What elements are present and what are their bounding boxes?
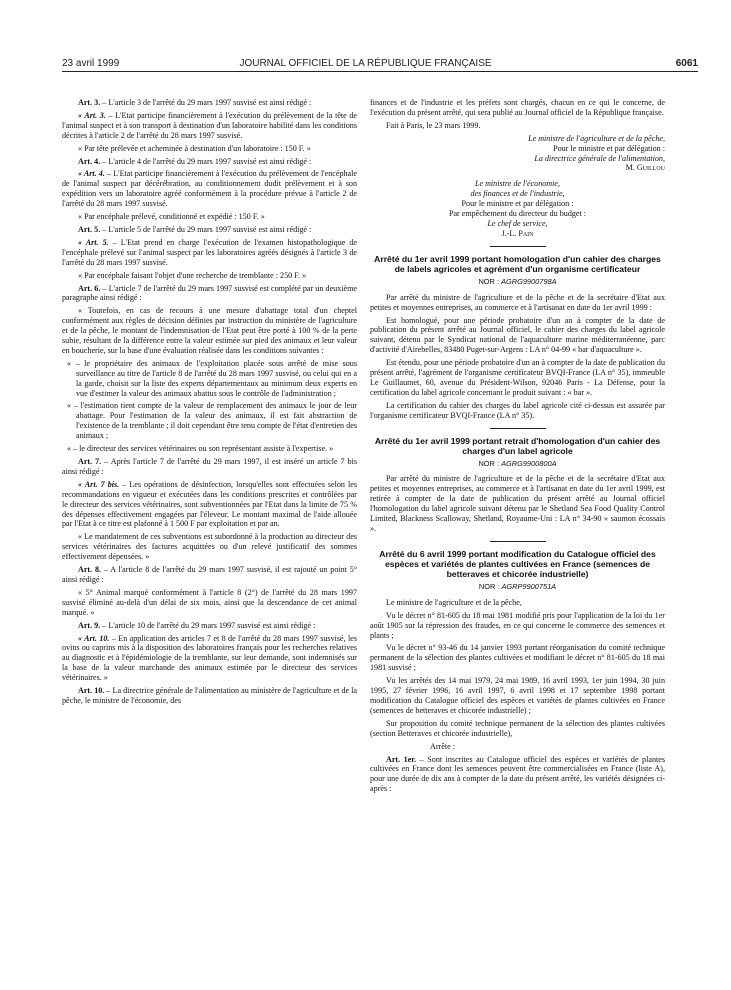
article-paragraph bbox=[62, 621, 357, 631]
nor-code: AGRP9900751A bbox=[501, 581, 557, 591]
article-paragraph bbox=[62, 98, 357, 108]
paragraph-text: – L'article 5 de l'arrêté du 29 mars 1997 susvisé est ainsi rédigé : bbox=[100, 224, 312, 234]
article-paragraph bbox=[62, 111, 357, 141]
nor-label: NOR : bbox=[478, 581, 500, 591]
header-page-number: 6061 bbox=[675, 58, 698, 69]
quoted-list-item bbox=[67, 401, 357, 441]
decree-section bbox=[370, 436, 665, 534]
paragraph-text: « – l'estimation tient compte de la valeur de remplacement des animaux le jour de leur abattage. Pour l'estimation de la valeur des animaux, il est fait abstraction de l'existence de la tremblante ; il doit cependant être tenu compte de l'état d'entretien des animaux ; bbox=[67, 401, 357, 441]
done-at-line: Fait à Paris, le 23 mars 1999. bbox=[386, 120, 481, 130]
paragraph-text: – En application des articles 7 et 8 de l'arrêté du 28 mars 1997 susvisé, les ovins ou caprins mis à la disposition des laboratoires français pour les recherches relatives au diagnostic et à l'épidémiologie de la tremblante, sur leur demande, sont indemnisés sur la base de la valeur marchande des animaux estimée par le directeur des services vétérinaires. » bbox=[62, 633, 358, 683]
body-paragraph bbox=[62, 271, 357, 281]
body-paragraph bbox=[62, 306, 357, 356]
article-number: « Art. 5. bbox=[78, 237, 109, 247]
article-number: Art. 3. bbox=[78, 98, 101, 107]
section-separator bbox=[490, 541, 546, 542]
paragraph-text: « Par tête prélevée et acheminée à destination d'un laboratoire : 150 F. » bbox=[78, 143, 311, 153]
body-paragraph bbox=[62, 144, 357, 154]
article-number: Art. 9. bbox=[78, 620, 101, 630]
article-paragraph bbox=[62, 284, 357, 304]
body-paragraph: Est homologué, pour une période probatoire d'un an à compter de la date de publication du présent arrêté au Journal officiel, le cahier des charges du label agricole suivant, détenu par le Syndicat national de l'aquaculture marine méditerranéenne, parc d'activité d'Airebelles, 83480 Puget-sur-Argens : LA n° 04-99 « bar d'aquaculture ». bbox=[370, 315, 665, 355]
signature-line: des finances et de l'industrie, bbox=[470, 189, 565, 199]
section-separator bbox=[490, 246, 546, 247]
signature-line: Pour le ministre et par délégation : bbox=[553, 143, 665, 153]
article-number: « Art. 7 bis. bbox=[78, 479, 120, 489]
signature-line: Par empêchement du directeur du budget : bbox=[448, 209, 587, 219]
body-paragraph: Vu les arrêtés des 14 mai 1979, 24 mai 1989, 16 avril 1993, 1er juin 1994, 30 juin 1995, 27 février 1996, 16 avril 1997, 6 avril 1998 et 17 septembre 1998 portant modification du Catalogue officiel des espèces et variétés de plantes cultivées en France (semences de betteraves et chicorée industrielle) ; bbox=[370, 676, 665, 715]
signature-block-economy bbox=[370, 179, 665, 238]
article-number: « Art. 3. bbox=[78, 110, 106, 120]
article-number: Art. 6. bbox=[78, 283, 101, 293]
header-journal-title: JOURNAL OFFICIEL DE LA RÉPUBLIQUE FRANÇAISE bbox=[239, 58, 492, 69]
paragraph-text: – L'Etat participe financièrement à l'exécution du prélèvement de la tête de l'animal suspect et à son transport à destination d'un laboratoire habilité dans les conditions décrites à l'article 2 de l'arrêté du 28 mars 1997 susvisé. bbox=[62, 110, 357, 140]
nor-reference bbox=[370, 277, 665, 287]
decree-section bbox=[370, 254, 665, 421]
article-number: « Art. 4. bbox=[78, 169, 105, 179]
paragraph-text: – L'Etat participe financièrement à l'exécution du prélèvement de l'encéphale de l'animal suspect par décérébration, au conditionnement dudit prélèvement et à son expédition vers un laboratoire agréé conformément à la procédure prévue à l'article 2 de l'arrêté du 28 mars 1997 susvisé. bbox=[62, 169, 357, 209]
decree-title: Arrêté du 1er avril 1999 portant homologation d'un cahier des charges de labels agricoles et agrément d'un organisme certificateur bbox=[374, 253, 661, 274]
article-paragraph bbox=[62, 565, 357, 585]
paragraph-text: – Les opérations de désinfection, lorsqu'elles sont effectuées selon les recommandations en vigueur et exécutées dans les conditions prescrites et contrôlées par le directeur des services vétérinaires, sont subventionnées par l'Etat dans la limite de 75 % des dépenses effectivement engagées par l'éleveur. Le montant maximal de l'aide allouée par l'Etat à ce titre est plafonné à 1 500 F par exploitation et par an. bbox=[62, 479, 357, 529]
signature-line: Pour le ministre et par délégation : bbox=[461, 199, 574, 209]
paragraph-text: – Après l'article 7 de l'arrêté du 29 mars 1997, il est inséré un article 7 bis ainsi rédigé : bbox=[62, 457, 357, 476]
article-paragraph bbox=[62, 238, 357, 268]
paragraph-text: « 5° Animal marqué conformément à l'article 8 (2°) de l'arrêté du 28 mars 1997 susvisé éliminé au-delà d'un délai de six mois, ainsi que la descendance de cet animal marqué. » bbox=[62, 587, 357, 617]
body-paragraph: Par arrêté du ministre de l'agriculture et de la pêche et de la secrétaire d'Etat aux petites et moyennes entreprises, au commerce et à l'artisanat en date du 1er avril 1999 : bbox=[370, 292, 665, 312]
decree-title: Arrêté du 1er avril 1999 portant retrait d'homologation d'un cahier des charges d'un label agricole bbox=[374, 435, 661, 456]
article-paragraph bbox=[62, 686, 357, 706]
paragraph-text: « Par encéphale prélevé, conditionné et expédié : 150 F. » bbox=[78, 212, 265, 222]
article-number: Art. 1er. bbox=[386, 754, 417, 764]
article-paragraph bbox=[62, 225, 357, 235]
body-paragraph bbox=[62, 532, 357, 562]
quoted-list-item bbox=[67, 444, 357, 454]
paragraph-text: « – le propriétaire des animaux de l'exploitation placée sous arrêté de mise sous surveillance au titre de l'article 8 de l'arrêté du 28 mars 1997 susvisé, ou celui qui en a la garde, choisit sur la liste des experts départementaux au minimum deux experts en vue d'estimer la valeur des animaux abattus sous le contrôle de l'administration ; bbox=[67, 358, 357, 398]
paragraph-text: – L'article 3 de l'arrêté du 29 mars 1997 susvisé est ainsi rédigé : bbox=[100, 98, 312, 107]
article-paragraph bbox=[62, 157, 357, 167]
body-paragraph: Est étendu, pour une période probatoire d'un an à compter de la date de publication du présent arrêté, l'agrément de l'organisme certificateur BVQI-France (LA n° 35), immeuble Le Guillaumet, 60, avenue du Président-Wilson, 92046 Paris - La Défense, pour la certification du label agricole concernant le produit suivant : « bar ». bbox=[370, 358, 665, 397]
nor-code: AGRG9900800A bbox=[501, 458, 557, 468]
article-paragraph bbox=[62, 457, 357, 477]
paragraph-text: – Sont inscrites au Catalogue officiel des espèces et variétés de plantes cultivées en France dont les semences peuvent être commercialisées en France (liste A), pour une durée de dix ans à compter de la date du présent arrêté, les variétés désignées ci-après : bbox=[370, 754, 665, 794]
signatory-name: J.-L. Pain bbox=[501, 228, 534, 238]
nor-label: NOR : bbox=[478, 276, 499, 286]
article-paragraph bbox=[62, 169, 357, 209]
header-rule bbox=[62, 71, 698, 72]
article-paragraph bbox=[62, 480, 357, 530]
article-paragraph bbox=[370, 755, 665, 795]
body-paragraph: Vu le décret n° 93-46 du 14 janvier 1993 portant réorganisation du comité technique permanent de la sélection des plantes cultivées et modifiant le décret n° 81-605 du 18 mai 1981 susvisé ; bbox=[370, 643, 665, 673]
section-separator bbox=[490, 428, 546, 429]
signature-line: Le ministre de l'agriculture et de la pêche, bbox=[528, 133, 665, 143]
page-header bbox=[0, 0, 731, 70]
article-number: « Art. 10. bbox=[78, 633, 110, 643]
paragraph-text: « Toutefois, en cas de recours à une mesure d'abattage total d'un cheptel conformément aux règles de décision définies par instruction du ministère de l'agriculture et de la pêche, le montant de l'indemnisation de l'Etat peut être porté à 100 % de la perte subie, résultant de la différence entre la valeur estimée sur pied des animaux et leur valeur en boucherie, sur la base d'une évaluation réalisée dans les conditions suivantes : bbox=[62, 306, 357, 355]
decree-enacting-word: Arrête : bbox=[430, 741, 455, 751]
nor-code: AGRG9900798A bbox=[501, 276, 557, 286]
article-number: Art. 7. bbox=[78, 457, 102, 466]
signature-line: Le chef de service, bbox=[487, 218, 548, 228]
article-paragraph bbox=[62, 634, 357, 684]
body-paragraph: Par arrêté du ministre de l'agriculture et de la pêche et de la secrétaire d'Etat aux petites et moyennes entreprises, au commerce et à l'artisanat en date du 1er avril 1999, est retirée à compter de la date de publication du présent arrêté au Journal officiel l'homologation du label agricole suivant détenu par le Shetland Sea Food Quality Control Limited, Blackness Scalloway, Shetland, Royaume-Uni : LA n° 34-90 « saumon écossais ». bbox=[370, 474, 665, 533]
paragraph-text: – L'article 7 de l'arrêté du 29 mars 1997 susvisé est complété par un deuxième paragraphe ainsi rédigé : bbox=[62, 283, 357, 303]
body-paragraph: La certification du cahier des charges du label agricole cité ci-dessus est assurée par l'organisme certificateur BVQI-France (LA n° 35). bbox=[370, 400, 665, 420]
article-number: Art. 5. bbox=[78, 224, 101, 234]
article-number: Art. 4. bbox=[78, 156, 101, 166]
quoted-list-item bbox=[67, 358, 357, 399]
decrees-list bbox=[370, 254, 665, 794]
article-number: Art. 8. bbox=[78, 565, 102, 575]
nor-reference bbox=[370, 582, 665, 592]
header-date: 23 avril 1999 bbox=[62, 58, 120, 69]
paragraph-text: « Le mandatement de ces subventions est subordonné à la production au directeur des services vétérinaires des factures acquittées ou d'un relevé justificatif des sommes effectivement dépensées. » bbox=[62, 532, 357, 562]
decree-title: Arrêté du 6 avril 1999 portant modification du Catalogue officiel des espèces et variétés de plantes cultivées en France (semences de betteraves et chicorée industrielle) bbox=[379, 548, 656, 579]
nor-label: NOR : bbox=[478, 458, 499, 468]
closing-paragraph: finances et de l'industrie et les préfets sont chargés, chacun en ce qui le concerne, de l'exécution du présent arrêté, qui sera publié au Journal officiel de la République française. bbox=[370, 98, 665, 117]
body-paragraph bbox=[62, 212, 357, 222]
paragraph-text: « – le directeur des services vétérinaires ou son représentant assiste à l'expertise. » bbox=[67, 444, 334, 454]
signature-block-agriculture bbox=[370, 134, 665, 174]
body-paragraph: Vu le décret n° 81-605 du 18 mai 1981 modifié pris pour l'application de la loi du 1er août 1905 sur la répression des fraudes, en ce qui concerne le commerce des semences et plants ; bbox=[370, 610, 665, 640]
nor-reference bbox=[370, 459, 665, 469]
body-paragraph: Sur proposition du comité technique permanent de la sélection des plantes cultivées (section Betteraves et chicorée industrielle), bbox=[370, 718, 665, 738]
body-paragraph: Le ministre de l'agriculture et de la pêche, bbox=[386, 597, 522, 607]
right-column bbox=[370, 98, 665, 797]
article-number: Art. 10. bbox=[78, 686, 105, 696]
paragraph-text: – A l'article 8 de l'arrêté du 29 mars 1997 susvisé, il est rajouté un point 5° ainsi rédigé : bbox=[62, 565, 358, 584]
paragraph-text: – L'article 4 de l'arrêté du 29 mars 1997 susvisé est ainsi rédigé : bbox=[100, 156, 312, 166]
paragraph-text: – L'article 10 de l'arrêté du 29 mars 1997 susvisé est ainsi rédigé : bbox=[100, 620, 316, 630]
body-paragraph bbox=[62, 588, 357, 618]
paragraph-text: – La directrice générale de l'alimentation au ministère de l'agriculture et de la pêche, le ministre de l'économie, des bbox=[62, 686, 357, 705]
left-column bbox=[62, 98, 357, 709]
signature-line: Le ministre de l'économie, bbox=[474, 179, 561, 189]
paragraph-text: – L'Etat prend en charge l'exécution de l'examen histopathologique de l'encéphale prélevé sur l'animal suspect par les laboratoires agréés désignés à l'article 3 de l'arrêté du 28 mars 1997 susvisé. bbox=[62, 237, 357, 267]
decree-section bbox=[370, 549, 665, 794]
signature-line: La directrice générale de l'alimentation, bbox=[534, 153, 665, 163]
paragraph-text: « Par encéphale faisant l'objet d'une recherche de tremblante : 250 F. » bbox=[78, 270, 307, 280]
signatory-name: M. Guillou bbox=[625, 163, 665, 173]
